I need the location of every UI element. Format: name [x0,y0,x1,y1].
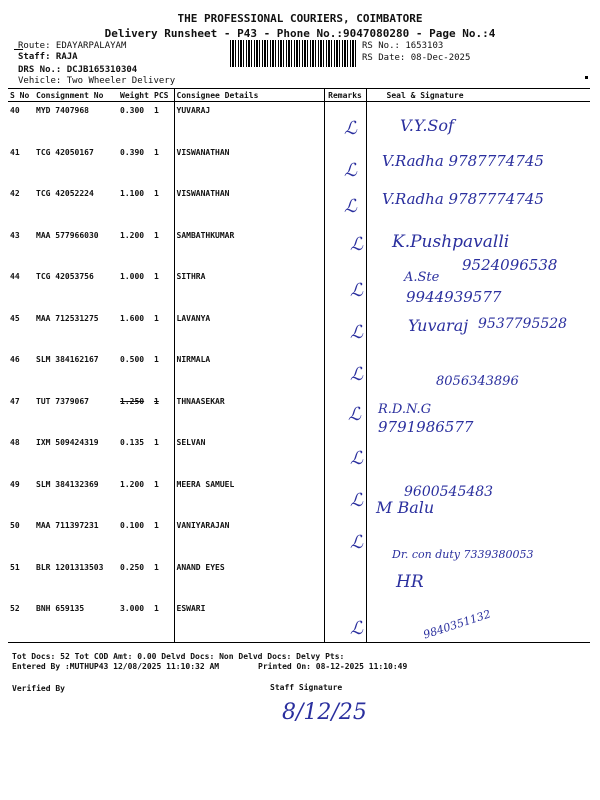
remark-tick: ℒ [344,196,357,217]
row-weight: 3.000 [118,600,152,642]
entered-by: Entered By :MUTHUP43 12/08/2025 11:10:32 AM [12,662,220,671]
row-weight: 1.200 [120,230,145,240]
runsheet-title: Delivery Runsheet - P43 - Phone No.:9047080280 - Page No.:4 [104,27,496,40]
route: Route: EDAYARPALAYAM [18,41,127,51]
row-weight: 1.000 [120,272,145,281]
row-consignee: NIRMALA [174,351,324,393]
rs-date: RS Date: 08-Dec-2025 [362,53,471,63]
row-consignee: SITHRA [174,268,324,310]
row-remarks [324,559,366,601]
row-sno: 52 [8,600,34,642]
row-pcs: 1 [154,521,159,530]
row-weight: 1.250 [120,396,145,406]
signature-row-47: R.D.N.G [378,402,432,417]
row-consignment: TCG 42050167 [36,147,94,157]
row-pcs: 1 [154,106,159,115]
remark-tick: ℒ [350,532,363,553]
signature-row-45: Yuvaraj [408,316,469,335]
remark-tick: ℒ [344,118,357,139]
printed-on: Printed On: 08-12-2025 11:10:49 [258,662,408,671]
row-consignee: ESWARI [174,600,324,642]
signature-row-40: V.Y.Sof [400,116,454,135]
row-sno: 45 [10,313,20,323]
row-consignment: IXM 509424319 [36,438,99,447]
signature-row-51: HR [396,572,424,592]
row-consignee: THNAASEKAR [174,393,324,435]
row-consignment: MAA 712531275 [36,313,99,323]
row-consignment: TUT 7379067 [36,396,89,406]
row-seal [366,434,590,476]
col-weight: Weight [118,89,152,102]
row-pcs: 1 [154,313,159,323]
row-pcs: 1 [154,189,159,198]
row-sno: 43 [10,230,20,240]
row-consignment: MAA 711397231 [36,521,99,530]
col-consignee: Consignee Details [174,89,324,102]
signature-row-49: M Balu [376,498,435,517]
remark-tick: ℒ [350,364,363,385]
remark-tick: ℒ [350,280,363,301]
phone-row-47: 9791986577 [378,418,474,436]
row-sno: 42 [10,189,20,198]
table-row [8,393,590,435]
row-sno: 46 [10,355,20,364]
barcode [230,40,357,67]
row-consignment: SLM 384162167 [36,355,99,364]
row-sno: 47 [10,396,20,406]
table-row [8,102,590,144]
row-weight: 0.100 [120,521,145,530]
row-pcs: 1 [154,230,159,240]
remark-tick: ℒ [348,404,361,425]
phone-row-46: 8056343896 [436,374,519,389]
row-weight: 0.390 [120,147,145,157]
row-consignment: BNH 659135 [34,600,118,642]
row-consignee: YUVARAJ [174,102,324,144]
row-sno: 50 [10,521,20,530]
staff: Staff: RAJA [18,52,78,62]
phone-row-45: 9537795528 [478,316,568,332]
row-consignee: VISWANATHAN [174,185,324,227]
rs-number: RS No.: 1653103 [362,41,444,51]
vehicle: Vehicle: Two Wheeler Delivery [18,76,176,86]
signature-row-41: V.Radha 9787774745 [382,152,544,170]
remark-tick: ℒ [350,322,363,343]
row-consignee: ANAND EYES [174,559,324,601]
row-pcs: 1 [154,355,159,364]
totals-line: Tot Docs: 52 Tot COD Amt: 0.00 Delvd Docs: Non Delvd Docs: Delvy Pts: [12,652,345,661]
table-row [8,600,590,642]
verified-by: Verified By [12,684,65,693]
note-row-50: Dr. con duty 7339380053 [392,548,534,561]
row-consignment: BLR 1201313503 [36,562,104,572]
row-consignment: TCG 42052224 [36,189,94,198]
row-pcs: 1 [154,147,159,157]
phone-row-49: 9600545483 [404,484,494,500]
col-sno: S No [8,89,34,102]
row-consignee: SELVAN [174,434,324,476]
company-name: THE PROFESSIONAL COURIERS, COIMBATORE [177,12,423,25]
col-pcs: PCS [152,89,174,102]
phone-row-52: 9840351132 [421,607,493,642]
row-sno: 49 [10,479,20,489]
staff-signature-label: Staff Signature [270,683,343,692]
row-consignee: MEERA SAMUEL [174,476,324,518]
signature-row-43: K.Pushpavalli [392,232,510,252]
row-weight: 1.200 [120,479,145,489]
row-weight: 0.135 [120,438,145,447]
row-weight: 0.300 [120,106,145,115]
signature-row-42: V.Radha 9787774745 [382,190,544,208]
row-pcs: 1 [154,562,159,572]
row-pcs: 1 [154,438,159,447]
phone-row-44: 9944939577 [406,288,502,306]
row-sno: 48 [10,438,20,447]
row-pcs: 1 [154,479,159,489]
remark-tick: ℒ [350,490,363,511]
row-consignee: LAVANYA [174,310,324,352]
row-consignment: MYD 7407968 [36,106,89,115]
remark-tick: ℒ [350,618,363,639]
row-sno: 44 [10,272,20,281]
col-remarks: Remarks [324,89,366,102]
table-row [8,559,590,601]
drs-number: DRS No.: DCJB165310304 [18,65,138,75]
remark-tick: ℒ [344,160,357,181]
table-header [8,89,590,102]
row-consignee: VISWANATHAN [174,144,324,186]
row-weight: 1.100 [120,189,145,198]
col-seal: Seal & Signature [366,89,590,102]
row-weight: 0.500 [120,355,145,364]
row-pcs: 1 [152,600,174,642]
row-sno: 40 [10,106,20,115]
table-row [8,268,590,310]
row-weight: 1.600 [120,313,145,323]
row-consignee: VANIYARAJAN [174,517,324,559]
table-row [8,476,590,518]
remark-tick: ℒ [350,448,363,469]
staff-signature-date: 8/12/25 [282,700,367,725]
remark-tick: ℒ [350,234,363,255]
row-consignment: TCG 42053756 [36,272,94,281]
dot-mark [585,76,588,79]
signature-row-44: A.Ste [404,270,440,285]
row-sno: 41 [10,147,20,157]
table-row [8,434,590,476]
col-consignment: Consignment No [34,89,118,102]
row-consignee: SAMBATHKUMAR [174,227,324,269]
row-pcs: 1 [154,396,159,406]
row-weight: 0.250 [120,562,145,572]
row-pcs: 1 [154,272,159,281]
row-consignment: SLM 384132369 [36,479,99,489]
row-consignment: MAA 577966030 [36,230,99,240]
row-sno: 51 [10,562,20,572]
phone-row-43: 9524096538 [462,256,558,274]
